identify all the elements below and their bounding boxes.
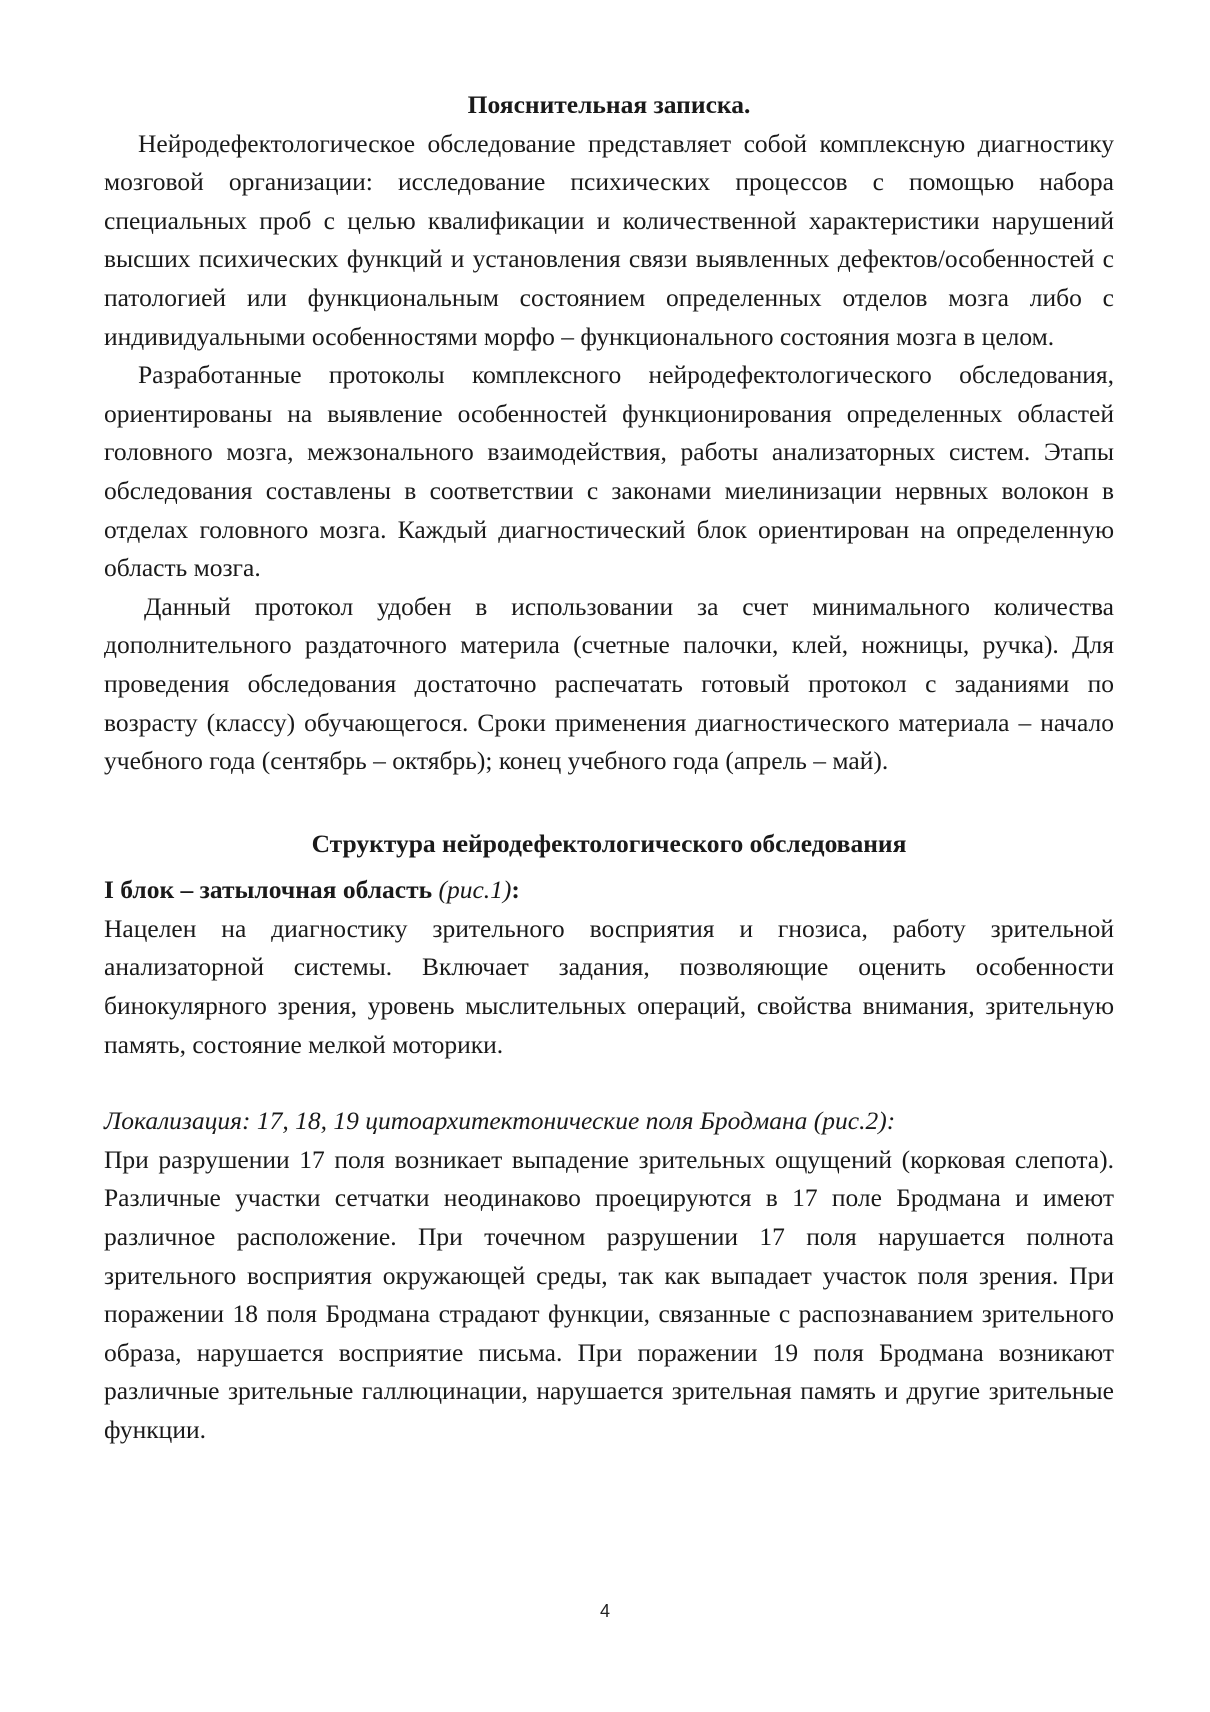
- block1-details: При разрушении 17 поля возникает выпадение зрительных ощущений (корковая слепота). Различные участки сетчатки неодинаково проецируются в 17 поле Бродмана и имеют различное расположение. При точечном разрушении 17 поля нарушается полнота зрительного восприятия окружающей среды, так как выпадает участок поля зрения. При поражении 18 поля Бродмана страдают функции, связанные с распознаванием зрительного образа, нарушается восприятие письма. При поражении 19 поля Бродмана возникают различные зрительные галлюцинации, нарушается зрительная память и другие зрительные функции.: [104, 1144, 1114, 1444]
- section-title: Структура нейродефектологического обследования: [311, 828, 907, 858]
- block1-localization: Локализация: 17, 18, 19 цитоархитектонические поля Бродмана (рис.2):: [104, 1106, 896, 1136]
- block1-heading: [104, 871, 1114, 910]
- page-number: 4: [599, 1601, 610, 1621]
- block1-heading-italic: (рис.1): [438, 875, 512, 905]
- block1-description: Нацелен на диагностику зрительного восприятия и гнозиса, работу зрительной анализаторной системы. Включает задания, позволяющие оценить особенности бинокулярного зрения, уровень мыслительных операций, свойства внимания, зрительную память, состояние мелкой моторики.: [104, 913, 1114, 1059]
- document-title: Пояснительная записка.: [467, 90, 751, 119]
- block1-heading-bold: I блок – затылочная область: [104, 875, 433, 905]
- block1-heading-colon: :: [511, 875, 520, 905]
- document-page: [104, 86, 1114, 1450]
- intro-paragraph-2: Разработанные протоколы комплексного нейродефектологического обследования, ориентированы на выявление особенностей функционирования определенных областей головного мозга, межзонального взаимодействия, работы анализаторных систем. Этапы обследования составлены в соответствии с законами миелинизации нервных волокон в отделах головного мозга. Каждый диагностический блок ориентирован на определенную область мозга.: [104, 360, 1114, 583]
- intro-paragraph-1: Нейродефектологическое обследование представляет собой комплексную диагностику мозговой организации: исследование психических процессов с помощью набора специальных проб с целью квалификации и количественной характеристики нарушений высших психических функций и установления связи выявленных дефектов/особенностей с патологией или функциональным состоянием определенных отделов мозга либо с индивидуальными особенностями морфо – функционального состояния мозга в целом.: [104, 128, 1114, 351]
- intro-paragraph-3: Данный протокол удобен в использовании за счет минимального количества дополнительного раздаточного материла (счетные палочки, клей, ножницы, ручка). Для проведения обследования достаточно распечатать готовый протокол с заданиями по возрасту (классу) обучающегося. Сроки применения диагностического материала – начало учебного года (сентябрь – октябрь); конец учебного года (апрель – май).: [104, 591, 1114, 776]
